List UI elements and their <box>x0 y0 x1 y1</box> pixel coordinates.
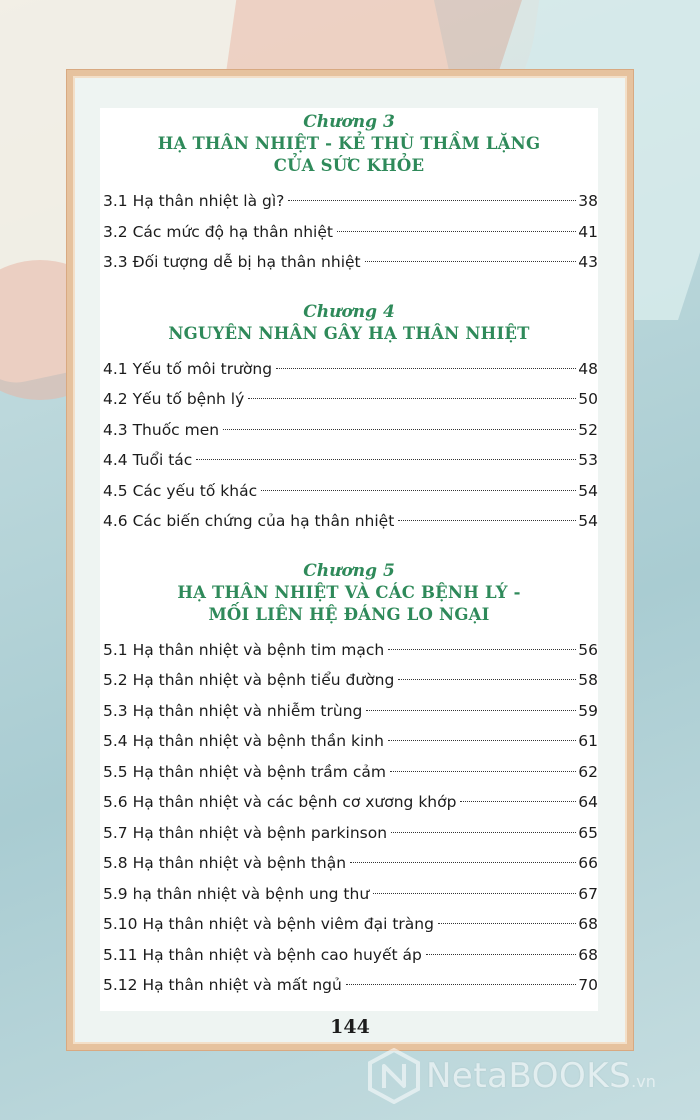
chapter-heading <box>100 108 598 177</box>
toc-entry[interactable] <box>103 506 598 537</box>
leader-dots <box>261 490 576 491</box>
toc-page-number: 68 <box>578 915 598 933</box>
toc-entry-title: 5.10 Hạ thân nhiệt và bệnh viêm đại tràng <box>103 915 434 933</box>
toc-entry[interactable] <box>103 726 598 757</box>
toc-entry[interactable] <box>103 787 598 818</box>
toc-entry[interactable] <box>103 186 598 217</box>
leader-dots <box>350 862 576 863</box>
toc-page-number: 70 <box>578 976 598 994</box>
leader-dots <box>438 923 576 924</box>
toc-page-number: 48 <box>578 359 598 378</box>
toc-entry-title: 5.2 Hạ thân nhiệt và bệnh tiểu đường <box>103 671 395 689</box>
toc-entry[interactable] <box>103 384 598 415</box>
leader-dots <box>388 649 576 650</box>
toc-page-number: 50 <box>578 390 598 408</box>
toc-entry[interactable] <box>103 909 598 940</box>
toc-page-number: 67 <box>578 884 598 903</box>
chapter-label: Chương 4 <box>303 301 395 322</box>
leader-dots <box>365 261 577 262</box>
toc-entry[interactable] <box>103 970 598 1001</box>
toc-entry-title: 5.3 Hạ thân nhiệt và nhiễm trùng <box>103 701 363 720</box>
toc-entry[interactable] <box>103 665 598 696</box>
leader-dots <box>248 398 576 399</box>
toc-entry[interactable] <box>103 217 598 248</box>
toc-page-number: 54 <box>578 512 598 530</box>
leader-dots <box>288 200 576 201</box>
toc-entry-title: 4.3 Thuốc men <box>103 420 220 439</box>
toc-page-number: 43 <box>578 253 598 271</box>
toc-entry-title: 4.5 Các yếu tố khác <box>103 481 258 500</box>
toc-entry[interactable] <box>103 247 598 278</box>
toc-entry[interactable] <box>103 848 598 879</box>
toc-entry-title: 5.6 Hạ thân nhiệt và các bệnh cơ xương khớp <box>103 793 457 811</box>
toc-entry[interactable] <box>103 354 598 385</box>
toc-entry-title: 5.11 Hạ thân nhiệt và bệnh cao huyết áp <box>103 945 422 964</box>
leader-dots <box>196 459 576 460</box>
toc-entry[interactable] <box>103 879 598 910</box>
toc-page-number: 53 <box>578 451 598 469</box>
leader-dots <box>390 771 576 772</box>
leader-dots <box>366 710 576 711</box>
leader-dots <box>426 954 576 955</box>
toc-entry[interactable] <box>103 476 598 507</box>
leader-dots <box>337 231 576 232</box>
leader-dots <box>373 893 576 894</box>
leader-dots <box>346 984 576 985</box>
toc-entry-title: 5.12 Hạ thân nhiệt và mất ngủ <box>103 976 342 994</box>
toc-entry-title: 4.4 Tuổi tác <box>103 451 193 469</box>
watermark <box>368 1048 656 1104</box>
toc-page-number: 59 <box>578 701 598 720</box>
toc-page-number: 58 <box>578 671 598 689</box>
toc-page-number: 62 <box>578 762 598 781</box>
toc-page-number: 54 <box>578 481 598 500</box>
leader-dots <box>388 740 576 741</box>
leader-dots <box>398 520 576 521</box>
toc-entry[interactable] <box>103 415 598 446</box>
toc-page-number: 41 <box>578 222 598 241</box>
toc-page-number: 38 <box>578 192 598 210</box>
toc-entry[interactable] <box>103 696 598 727</box>
netabooks-logo-icon <box>368 1048 420 1104</box>
toc-entry-title: 4.2 Yếu tố bệnh lý <box>103 390 245 408</box>
chapter-title-line: HẠ THÂN NHIỆT VÀ CÁC BỆNH LÝ - <box>177 582 521 602</box>
toc-entry-title: 5.4 Hạ thân nhiệt và bệnh thần kinh <box>103 732 384 750</box>
toc-page-number: 56 <box>578 640 598 659</box>
leader-dots <box>276 368 576 369</box>
toc-list <box>100 186 598 278</box>
chapter-heading <box>100 301 598 345</box>
leader-dots <box>391 832 576 833</box>
watermark-brand: NetaBOOKS <box>426 1056 632 1096</box>
page-number: 144 <box>330 1016 370 1038</box>
toc-entry[interactable] <box>103 757 598 788</box>
chapter-title-line: CỦA SỨC KHỎE <box>273 156 425 175</box>
toc-entry[interactable] <box>103 818 598 849</box>
watermark-suffix: .vn <box>631 1071 656 1091</box>
leader-dots <box>460 801 576 802</box>
toc-page-number: 66 <box>578 854 598 872</box>
toc-entry[interactable] <box>103 445 598 476</box>
chapter-title-line: MỐI LIÊN HỆ ĐÁNG LO NGẠI <box>208 604 490 624</box>
toc-entry-title: 5.1 Hạ thân nhiệt và bệnh tim mạch <box>103 640 385 659</box>
toc-entry-title: 3.2 Các mức độ hạ thân nhiệt <box>103 222 333 241</box>
toc-entry-title: 5.8 Hạ thân nhiệt và bệnh thận <box>103 854 347 872</box>
book-page <box>100 108 598 1011</box>
toc-entry-title: 4.1 Yếu tố môi trường <box>103 359 273 378</box>
toc-page-number: 65 <box>578 823 598 842</box>
toc-entry-title: 5.7 Hạ thân nhiệt và bệnh parkinson <box>103 823 388 842</box>
chapter-label: Chương 5 <box>303 560 395 581</box>
leader-dots <box>223 429 576 430</box>
toc-list <box>100 354 598 537</box>
toc-list <box>100 635 598 1001</box>
toc-entry[interactable] <box>103 940 598 971</box>
chapter-title-line: HẠ THÂN NHIỆT - KẺ THÙ THẦM LẶNG <box>157 134 541 153</box>
toc-page-number: 64 <box>578 793 598 811</box>
toc-entry-title: 4.6 Các biến chứng của hạ thân nhiệt <box>103 512 395 530</box>
toc-entry-title: 5.9 hạ thân nhiệt và bệnh ung thư <box>103 884 370 903</box>
chapter-title-line: NGUYÊN NHÂN GÂY HẠ THÂN NHIỆT <box>168 323 530 343</box>
chapter-label: Chương 3 <box>303 112 395 132</box>
toc-page-number: 68 <box>578 945 598 964</box>
toc-entry-title: 3.3 Đối tượng dễ bị hạ thân nhiệt <box>103 253 361 271</box>
toc-entry[interactable] <box>103 635 598 666</box>
toc-entry-title: 3.1 Hạ thân nhiệt là gì? <box>103 192 285 210</box>
leader-dots <box>398 679 576 680</box>
toc-entry-title: 5.5 Hạ thân nhiệt và bệnh trầm cảm <box>103 762 386 781</box>
toc-page-number: 61 <box>578 732 598 750</box>
toc-page-number: 52 <box>578 420 598 439</box>
chapter-heading <box>100 560 598 626</box>
